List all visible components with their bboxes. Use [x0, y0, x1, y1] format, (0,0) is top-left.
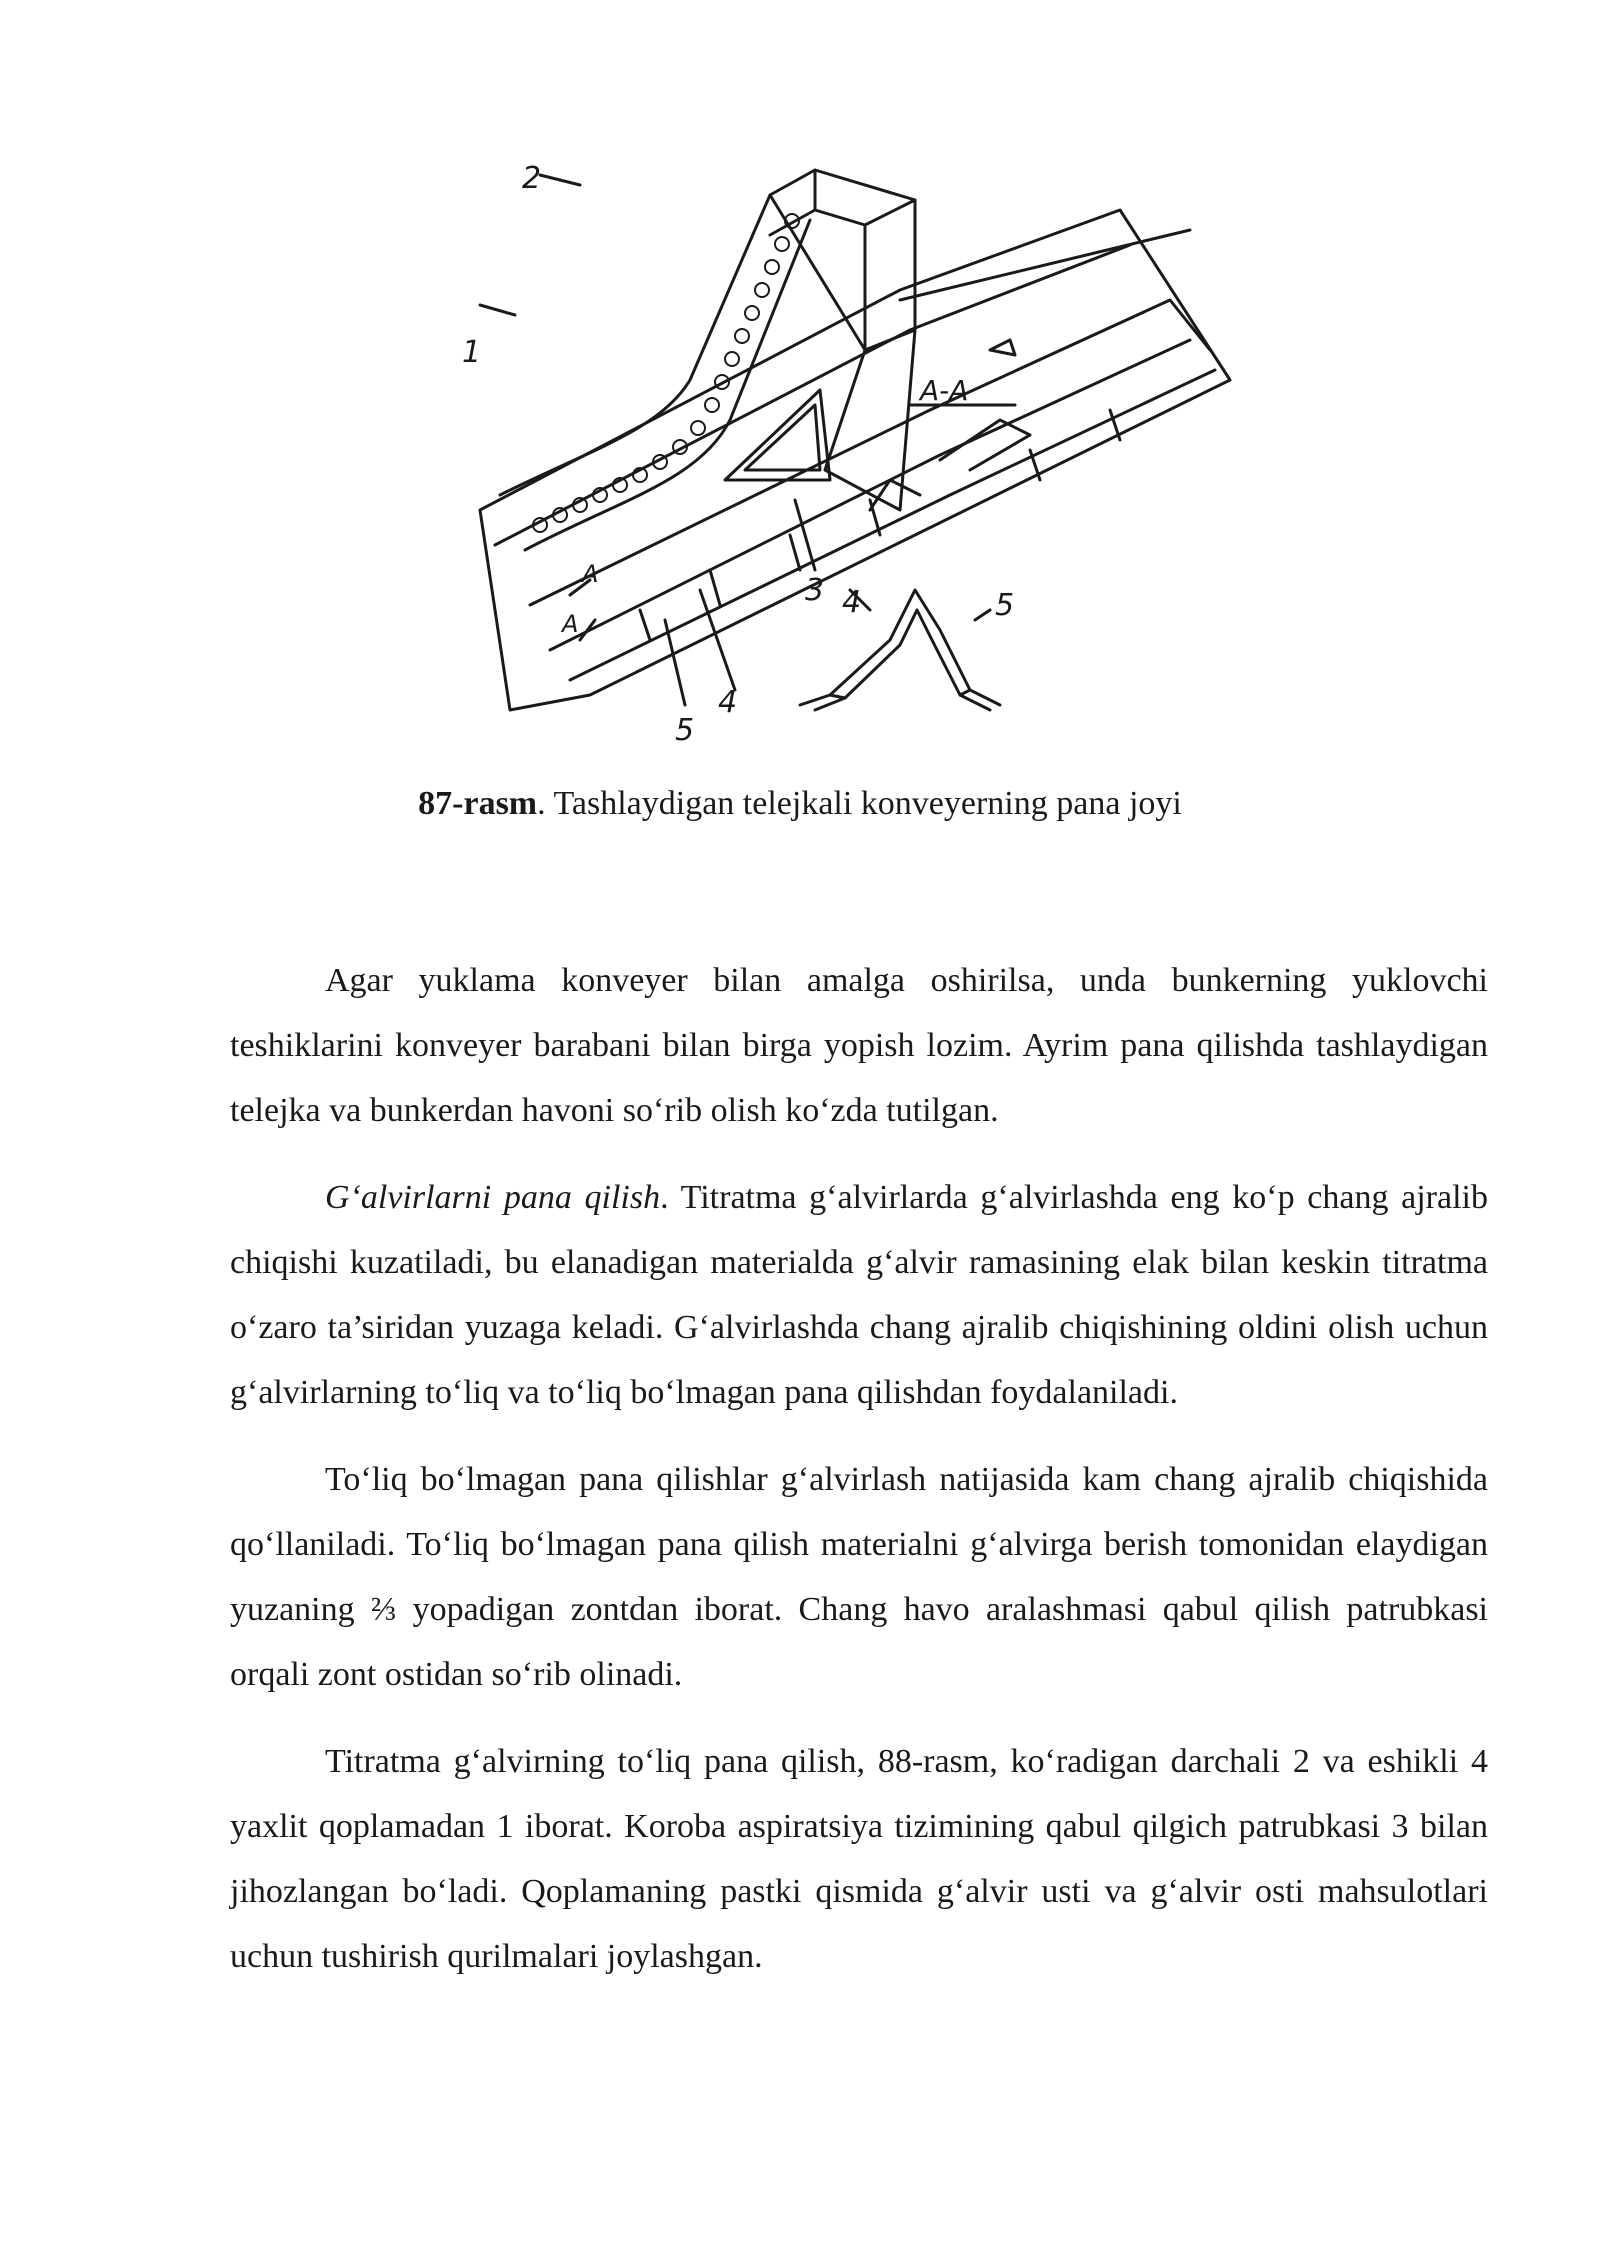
- section-label-5: 5: [995, 588, 1015, 623]
- section-mark-a-lower: A: [562, 610, 579, 638]
- paragraph-1: Agar yuklama konveyer bilan amalga oshirilsa, unda bunkerning yuklovchi teshiklarini konveyer barabani bilan birga yopish lozim. Ayrim pana qilishda tashlaydigan telejka va bunkerdan havoni so‘rib olish ko‘zda tutilgan.: [230, 962, 1488, 1129]
- conveyor-drawing: [462, 150, 1250, 750]
- housing-outline: [480, 210, 1230, 710]
- conveyor-tripper-figure: [462, 150, 1250, 750]
- section-mark-a-upper: A: [582, 560, 599, 588]
- figure-label-2: 2: [522, 161, 542, 196]
- paragraph-2-text: . Titratma g‘alvirlarda g‘alvirlashda eng ko‘p chang ajralib chiqishi kuzatiladi, bu elanadigan materialda g‘alvir ramasining elak bilan keskin titratma o‘zaro ta’siridan yuzaga keladi. G‘alvirlashda chang ajralib chiqishining oldini olish uchun g‘alvirlarning to‘liq va to‘liq bo‘lmagan pana qilishdan foydalaniladi.: [230, 1179, 1488, 1411]
- section-title-aa: A-A: [920, 374, 969, 407]
- section-heading-sieves: G‘alvirlarni pana qilish: [325, 1179, 661, 1216]
- figure-caption: [0, 782, 1600, 826]
- body-text: [230, 948, 1488, 2011]
- paragraph-4: Titratma g‘alvirning to‘liq pana qilish, 88-rasm, ko‘radigan darchali 2 va eshikli 4 yaxlit qoplamadan 1 iborat. Koroba aspiratsiya tizimining qabul qilgich patrubkasi 3 bilan jihozlangan bo‘ladi. Qoplamaning pastki qismida g‘alvir usti va g‘alvir osti mahsulotlari uchun tushirish qurilmalari joylashgan.: [230, 1743, 1488, 1975]
- figure-label-4: 4: [718, 685, 738, 720]
- figure-label-1: 1: [462, 335, 482, 370]
- paragraph-2: [230, 1165, 1488, 1425]
- section-aa-profile: [800, 590, 1000, 705]
- figure-label-5: 5: [675, 713, 695, 748]
- section-label-4: 4: [842, 585, 862, 620]
- figure-number: 87-rasm: [418, 785, 538, 822]
- figure-caption-text: . Tashlaydigan telejkali konveyerning pana joyi: [537, 785, 1182, 822]
- figure-label-3: 3: [805, 573, 825, 608]
- tripper-head: [770, 170, 915, 350]
- paragraph-3: To‘liq bo‘lmagan pana qilishlar g‘alvirlash natijasida kam chang ajralib chiqishida qo‘llaniladi. To‘liq bo‘lmagan pana qilish materialni g‘alvirga berish tomonidan elaydigan yuzaning ⅔ yopadigan zontdan iborat. Chang havo aralashmasi qabul qilish patrubkasi orqali zont ostidan so‘rib olinadi.: [230, 1461, 1488, 1693]
